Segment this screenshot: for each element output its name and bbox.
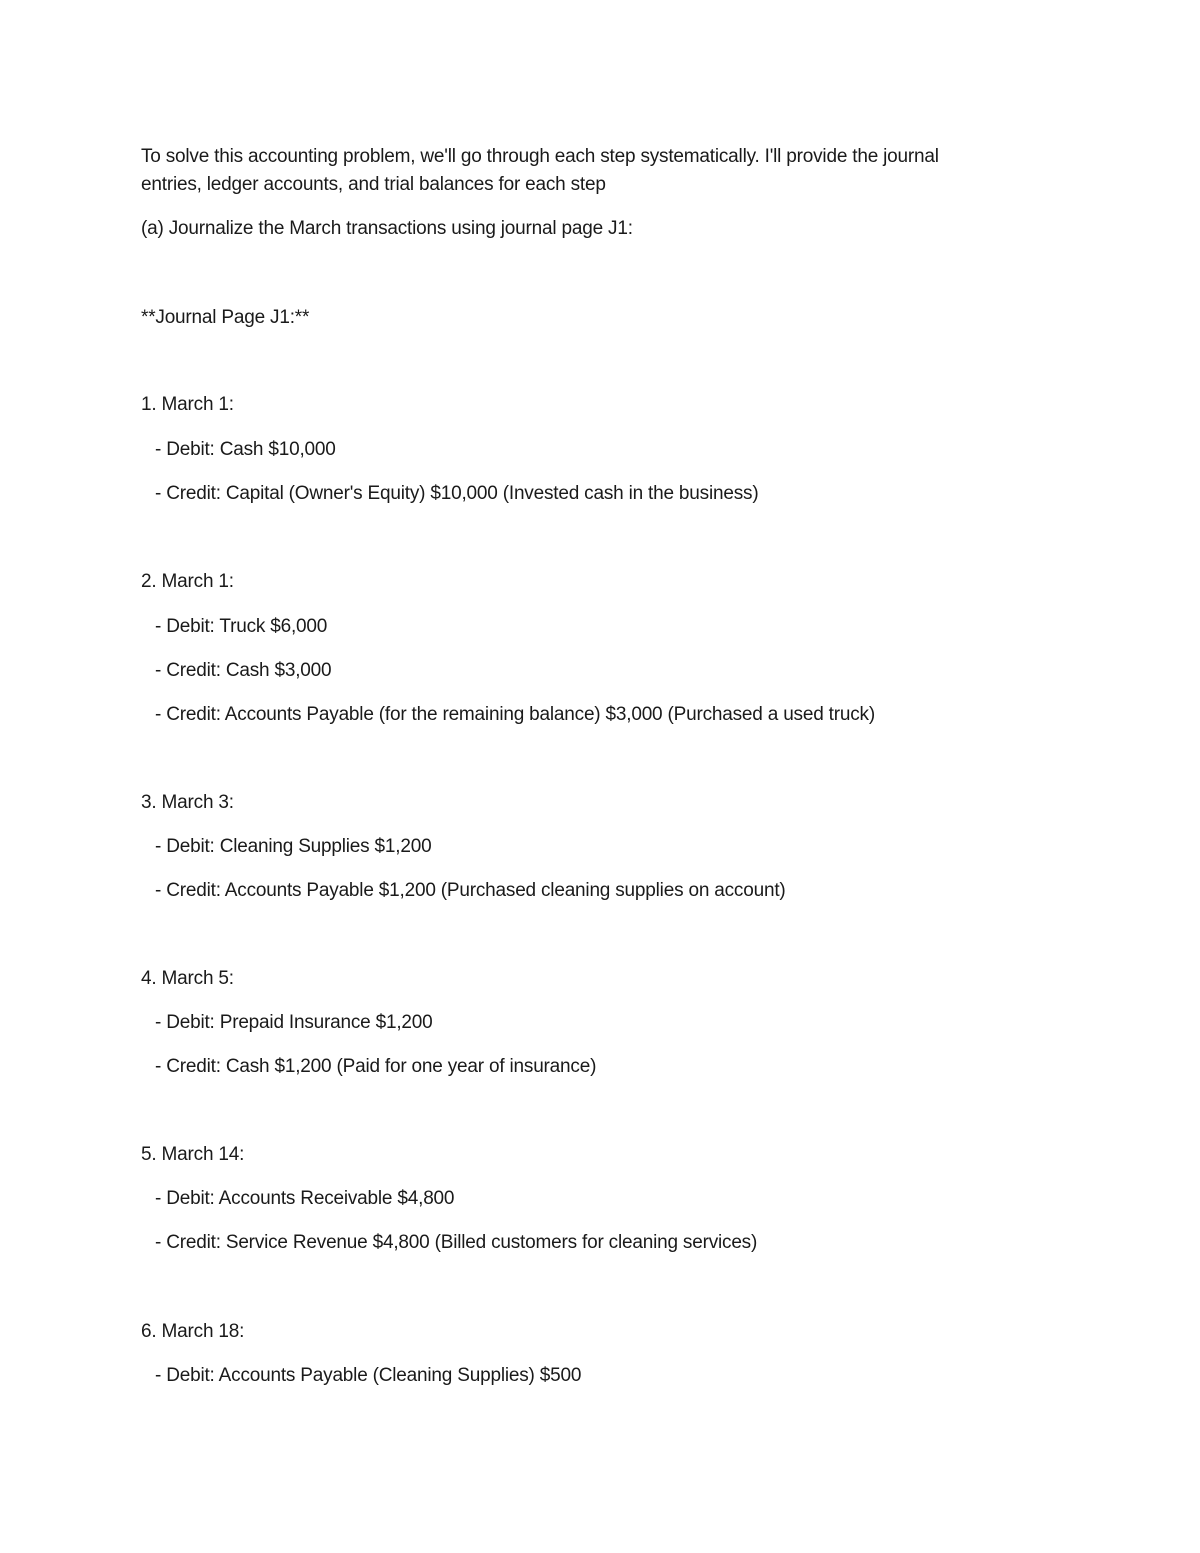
entry-5-header: 5. March 14:: [141, 1144, 245, 1165]
entry-6-debit: - Debit: Accounts Payable (Cleaning Supplies) $500: [155, 1365, 582, 1386]
intro-line-1: To solve this accounting problem, we'll go through each step systematically. I'll provide the journal: [141, 146, 939, 167]
entry-1-debit: - Debit: Cash $10,000: [155, 439, 336, 460]
entry-6-header: 6. March 18:: [141, 1321, 245, 1342]
entry-2-credit-payable: - Credit: Accounts Payable (for the remaining balance) $3,000 (Purchased a used truck): [155, 704, 875, 725]
entry-2-debit: - Debit: Truck $6,000: [155, 616, 328, 637]
entry-4-header: 4. March 5:: [141, 968, 234, 989]
entry-3-header: 3. March 3:: [141, 792, 234, 813]
entry-3-debit: - Debit: Cleaning Supplies $1,200: [155, 836, 432, 857]
entry-4-credit: - Credit: Cash $1,200 (Paid for one year of insurance): [155, 1056, 597, 1077]
section-a-heading: (a) Journalize the March transactions using journal page J1:: [141, 218, 633, 239]
entry-5-credit: - Credit: Service Revenue $4,800 (Billed customers for cleaning services): [155, 1232, 758, 1253]
entry-2-credit-cash: - Credit: Cash $3,000: [155, 660, 332, 681]
entry-3-credit: - Credit: Accounts Payable $1,200 (Purchased cleaning supplies on account): [155, 880, 786, 901]
intro-line-2: entries, ledger accounts, and trial balances for each step: [141, 174, 606, 195]
entry-1-credit: - Credit: Capital (Owner's Equity) $10,000 (Invested cash in the business): [155, 483, 759, 504]
entry-5-debit: - Debit: Accounts Receivable $4,800: [155, 1188, 455, 1209]
entry-4-debit: - Debit: Prepaid Insurance $1,200: [155, 1012, 433, 1033]
entry-1-header: 1. March 1:: [141, 394, 234, 415]
journal-page-heading: **Journal Page J1:**: [141, 307, 310, 328]
entry-2-header: 2. March 1:: [141, 571, 234, 592]
